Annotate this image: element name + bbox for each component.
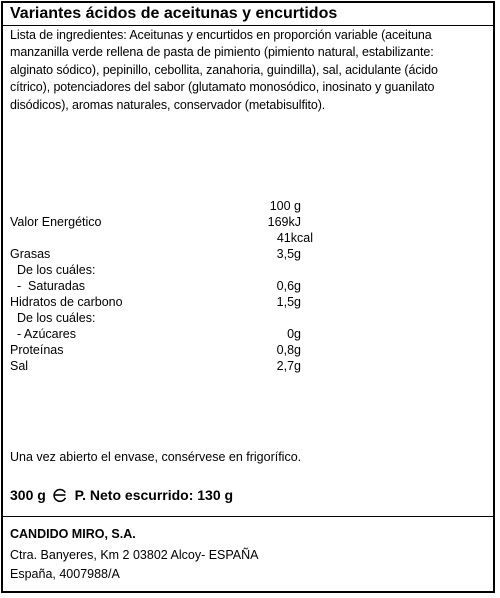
nutrition-row-value: 169kJ (267, 215, 301, 229)
nutrition-row (10, 294, 301, 310)
estimated-sign-icon (52, 485, 67, 505)
nutrition-per-quantity: 100 g (269, 199, 301, 213)
nutrition-row-value: 41kcal (276, 231, 313, 245)
nutrition-row-value: 3,5g (276, 247, 301, 261)
nutrition-row (10, 230, 313, 246)
nutrition-row-value: 0g (287, 327, 301, 341)
drained-weight: P. Neto escurrido: 130 g (74, 487, 234, 503)
nutrition-row-name: - Saturadas (10, 279, 86, 293)
divider-bottom (3, 516, 493, 517)
nutrition-row (10, 342, 301, 358)
storage-instructions: Una vez abierto el envase, consérvese en frigorífico. (10, 450, 302, 464)
nutrition-row-value: 1,5g (276, 295, 301, 309)
ingredients-line: manzanilla verde rellena de pasta de pimiento (pimiento natural, estabilizante: (10, 45, 434, 60)
product-label (1, 1, 495, 593)
company-name: CANDIDO MIRO, S.A. (10, 527, 136, 541)
product-title: Variantes ácidos de aceitunas y encurtidos (10, 5, 338, 22)
nutrition-row-name: De los cuáles: (10, 263, 96, 277)
nutrition-row-name: Hidratos de carbono (10, 295, 123, 309)
nutrition-row-value: 0,8g (276, 343, 301, 357)
company-address: Ctra. Banyeres, Km 2 03802 Alcoy- ESPAÑA (10, 548, 259, 562)
ingredients-line: Lista de ingredientes: Aceitunas y encurtidos en proporción variable (aceituna (10, 28, 432, 42)
net-quantity (10, 485, 233, 505)
nutrition-row-name: Proteínas (10, 343, 64, 357)
nutrition-row-name: - Azúcares (10, 327, 76, 341)
nutrition-row-name: De los cuáles: (10, 311, 96, 325)
nutrition-row-value: 0,6g (276, 279, 301, 293)
nutrition-row (10, 214, 301, 230)
ingredients-line: cítrico), potenciadores del sabor (glutamato monosódico, inosinato y guanilato (10, 80, 435, 95)
divider-top (3, 25, 493, 26)
nutrition-header (10, 198, 301, 214)
ingredients-line: disódicos), aromas naturales, conservador (metabisulfito). (10, 97, 326, 112)
company-registry: España, 4007988/A (10, 567, 120, 581)
ingredients-list (10, 27, 488, 114)
nutrition-row-name: Grasas (10, 247, 51, 261)
nutrition-row (10, 246, 301, 262)
nutrition-row (10, 278, 301, 294)
nutrition-row (10, 326, 301, 342)
nutrition-row (10, 262, 301, 278)
nutrition-row-value: 2,7g (276, 359, 301, 373)
nutrition-row-name: Valor Energético (10, 215, 102, 229)
nutrition-row (10, 358, 301, 374)
nutrition-row-name: Sal (10, 359, 29, 373)
nutrition-row (10, 310, 301, 326)
net-weight: 300 g (10, 487, 46, 503)
ingredients-line: alginato sódico), pepinillo, cebollita, zanahoria, guindilla), sal, acidulante (ácido (10, 62, 438, 77)
